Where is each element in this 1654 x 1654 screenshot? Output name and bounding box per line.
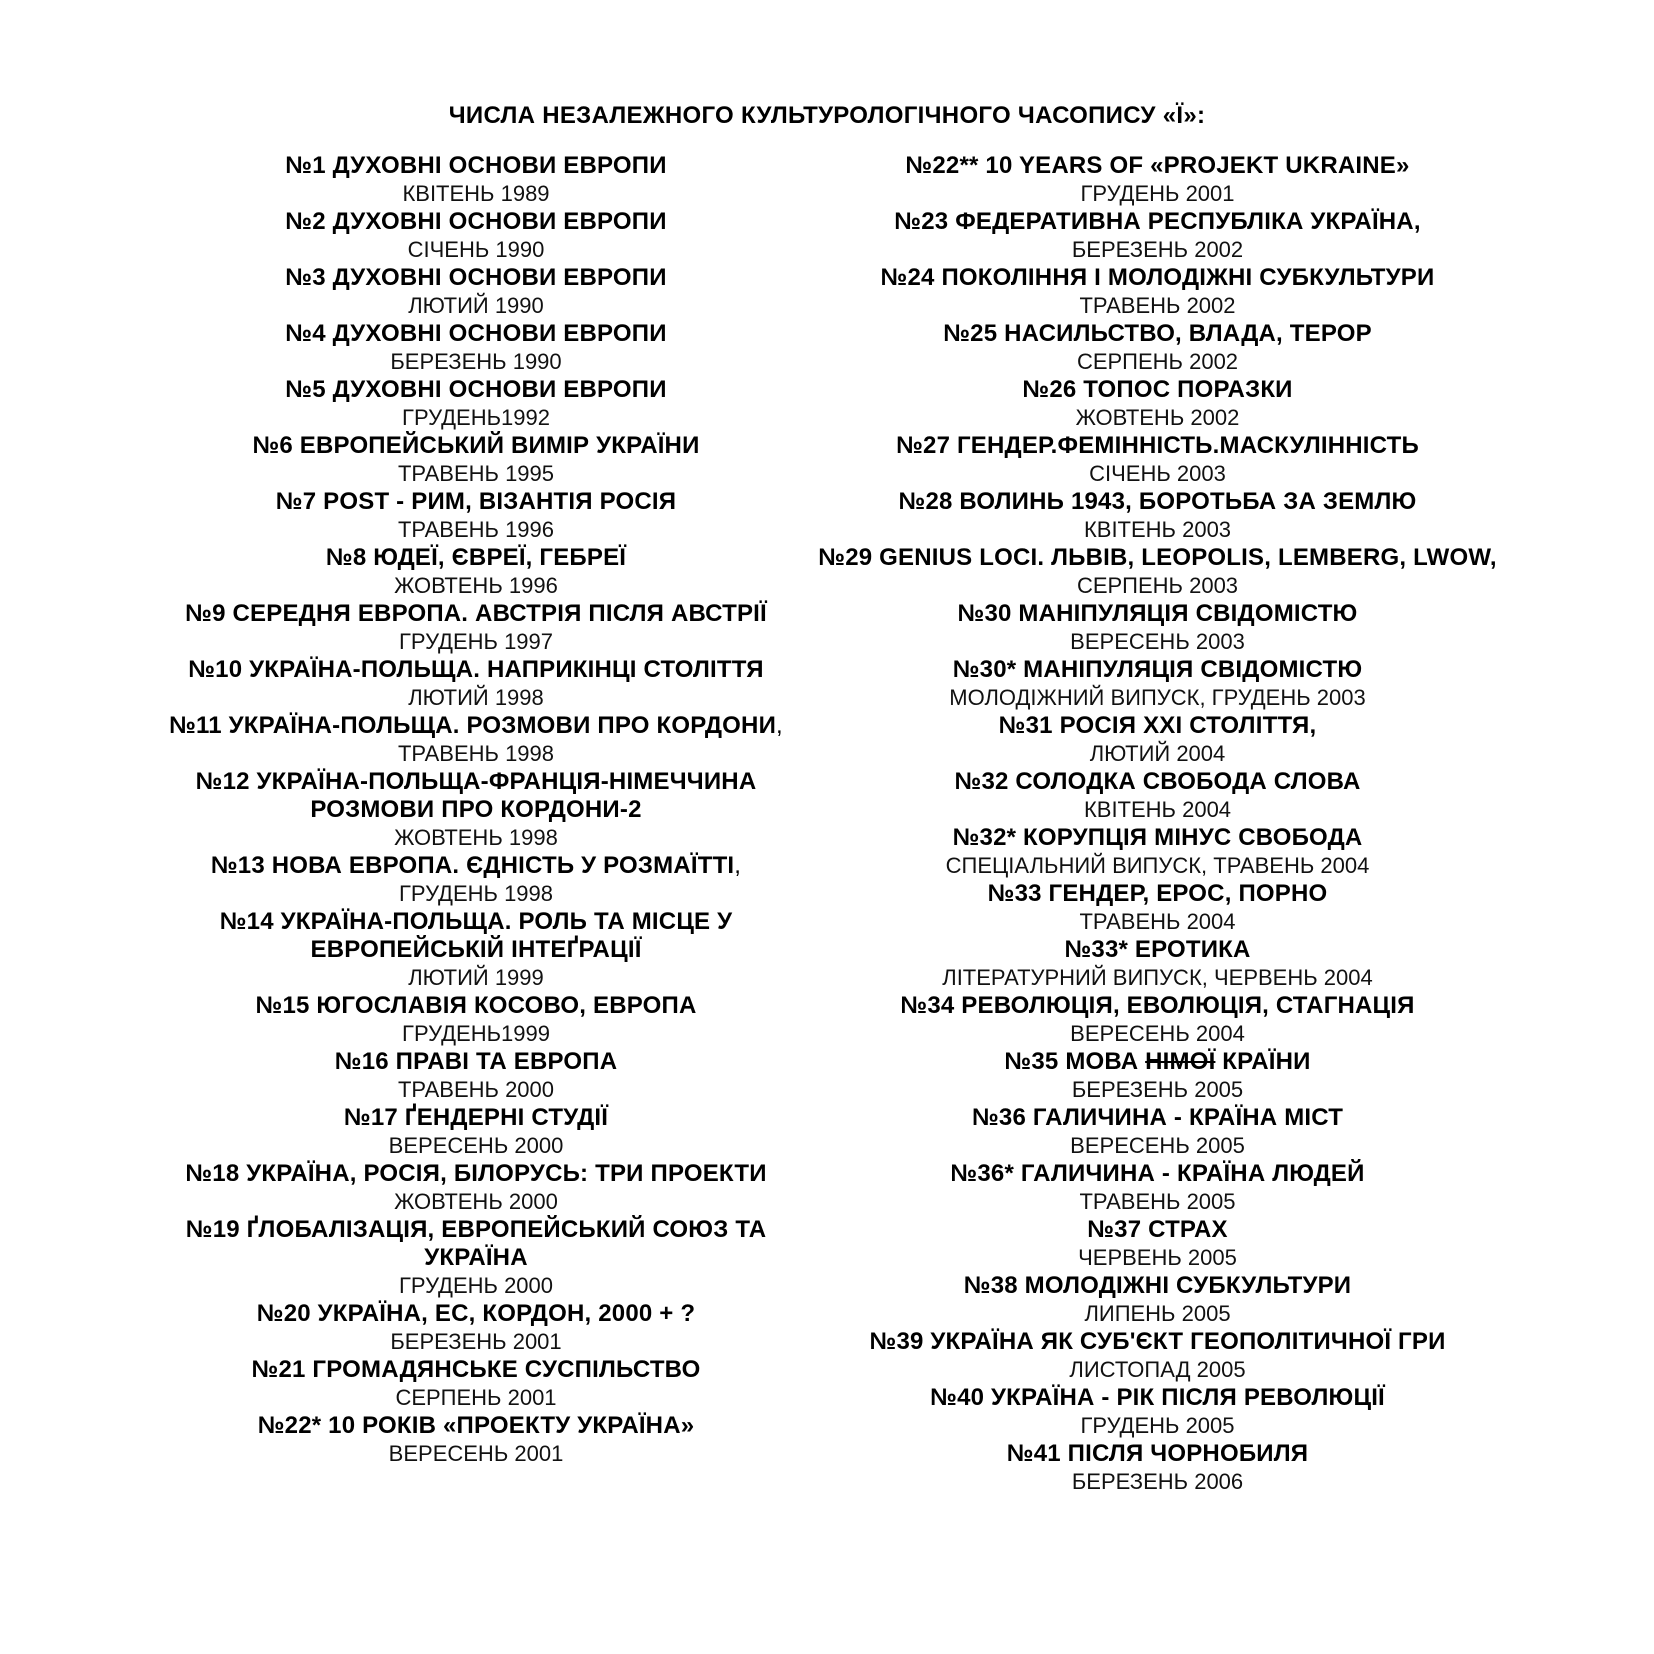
issue-date: ТРАВЕНЬ 2002 bbox=[1079, 293, 1236, 318]
issue-date: ТРАВЕНЬ 2004 bbox=[1079, 909, 1236, 934]
issue-title: №29 GENIUS LOCI. ЛЬВІВ, LEOPOLIS, LEMBERG, LWOW, bbox=[818, 544, 1497, 571]
issue-title: №33 ГЕНДЕР, ЕРОС, ПОРНО bbox=[987, 880, 1328, 907]
issue-title: №35 МОВА НІМОЇ КРАЇНИ bbox=[1004, 1048, 1311, 1075]
issue-entry bbox=[150, 852, 802, 908]
issue-title: №4 ДУХОВНІ ОСНОВИ ЕВРОПИ bbox=[285, 320, 667, 347]
issue-date: ТРАВЕНЬ 1995 bbox=[397, 461, 555, 486]
issue-title: №31 РОСІЯ XXI СТОЛІТТЯ, bbox=[998, 712, 1317, 739]
issue-title-trail: , bbox=[734, 852, 742, 879]
issue-date: ЛЮТИЙ 1999 bbox=[408, 965, 544, 990]
issue-date: БЕРЕЗЕНЬ 2001 bbox=[390, 1329, 562, 1354]
issue-entry bbox=[150, 1216, 802, 1300]
issue-entry bbox=[150, 712, 802, 768]
issue-title: №2 ДУХОВНІ ОСНОВИ ЕВРОПИ bbox=[285, 208, 667, 235]
issue-date: БЕРЕЗЕНЬ 2006 bbox=[1071, 1469, 1244, 1494]
issues-list-right bbox=[810, 152, 1505, 1496]
issue-entry bbox=[810, 1384, 1505, 1440]
issue-date: КВІТЕНЬ 2003 bbox=[1083, 517, 1232, 542]
issue-date: СЕРПЕНЬ 2002 bbox=[1076, 349, 1239, 374]
issue-entry bbox=[150, 208, 802, 264]
issue-entry bbox=[810, 1104, 1505, 1160]
issue-entry bbox=[810, 1160, 1505, 1216]
issue-title: №25 НАСИЛЬСТВО, ВЛАДА, ТЕРОР bbox=[943, 320, 1372, 347]
issue-entry bbox=[150, 1356, 802, 1412]
issue-entry bbox=[810, 824, 1505, 880]
issue-title: №22** 10 YEARS OF «PROJEKT UKRAINE» bbox=[905, 152, 1410, 179]
issue-title: №11 УКРАЇНА-ПОЛЬЩА. РОЗМОВИ ПРО КОРДОНИ, bbox=[169, 712, 783, 739]
issue-entry bbox=[150, 908, 802, 992]
issue-entry bbox=[810, 1216, 1505, 1272]
issue-title: №16 ПРАВІ ТА ЕВРОПА bbox=[334, 1048, 618, 1075]
issue-title: №9 СЕРЕДНЯ ЕВРОПА. АВСТРІЯ ПІСЛЯ АВСТРІЇ bbox=[185, 600, 767, 627]
issue-entry bbox=[150, 1412, 802, 1468]
issue-date: ТРАВЕНЬ 1996 bbox=[397, 517, 555, 542]
issue-date: ЛЮТИЙ 1998 bbox=[408, 685, 544, 710]
issue-date: ТРАВЕНЬ 1998 bbox=[397, 741, 555, 766]
issue-title: №24 ПОКОЛІННЯ І МОЛОДІЖНІ СУБКУЛЬТУРИ bbox=[880, 264, 1435, 291]
issue-entry bbox=[810, 264, 1505, 320]
issue-entry bbox=[150, 768, 802, 852]
issue-date: ГРУДЕНЬ 2000 bbox=[398, 1273, 554, 1298]
issue-date: ГРУДЕНЬ1992 bbox=[402, 405, 550, 430]
issue-title: №3 ДУХОВНІ ОСНОВИ ЕВРОПИ bbox=[285, 264, 667, 291]
issue-entry bbox=[810, 208, 1505, 264]
issue-date: ГРУДЕНЬ 2005 bbox=[1080, 1413, 1235, 1438]
issue-title: №6 ЕВРОПЕЙСЬКИЙ ВИМІР УКРАЇНИ bbox=[252, 432, 700, 459]
issue-entry bbox=[150, 992, 802, 1048]
issue-date: ЛЮТИЙ 1990 bbox=[408, 293, 544, 318]
struck-word: НІМОЇ bbox=[1145, 1048, 1216, 1075]
issue-entry bbox=[810, 1272, 1505, 1328]
issue-entry bbox=[150, 488, 802, 544]
issue-title: №32* КОРУПЦІЯ МІНУС СВОБОДА bbox=[952, 824, 1363, 851]
issue-date: ТРАВЕНЬ 2000 bbox=[397, 1077, 555, 1102]
issue-date: БЕРЕЗЕНЬ 2002 bbox=[1071, 237, 1244, 262]
issue-entry bbox=[150, 656, 802, 712]
issue-title: №21 ГРОМАДЯНСЬКЕ СУСПІЛЬСТВО bbox=[251, 1356, 701, 1383]
issue-title: №36* ГАЛИЧИНА - КРАЇНА ЛЮДЕЙ bbox=[950, 1160, 1365, 1187]
issue-title: №30* МАНІПУЛЯЦІЯ СВІДОМІСТЮ bbox=[952, 656, 1363, 683]
issue-date: ЖОВТЕНЬ 1998 bbox=[394, 825, 558, 850]
issue-title: №38 МОЛОДІЖНІ СУБКУЛЬТУРИ bbox=[963, 1272, 1352, 1299]
issue-entry bbox=[810, 656, 1505, 712]
issue-date: ГРУДЕНЬ1999 bbox=[402, 1021, 550, 1046]
issue-date: СЕРПЕНЬ 2003 bbox=[1076, 573, 1239, 598]
issue-date: ВЕРЕСЕНЬ 2001 bbox=[388, 1441, 564, 1466]
issue-entry bbox=[150, 1048, 802, 1104]
issue-date: ТРАВЕНЬ 2005 bbox=[1079, 1189, 1236, 1214]
issue-entry bbox=[810, 992, 1505, 1048]
issue-date: ГРУДЕНЬ 1998 bbox=[398, 881, 554, 906]
issue-date: ЖОВТЕНЬ 2000 bbox=[394, 1189, 558, 1214]
issue-date: БЕРЕЗЕНЬ 2005 bbox=[1071, 1077, 1244, 1102]
issue-entry bbox=[810, 432, 1505, 488]
issue-entry bbox=[810, 768, 1505, 824]
issue-title: №7 POST - РИМ, ВІЗАНТІЯ РОСІЯ bbox=[275, 488, 677, 515]
issue-title: №32 СОЛОДКА СВОБОДА СЛОВА bbox=[954, 768, 1361, 795]
issue-entry bbox=[150, 1160, 802, 1216]
issue-entry bbox=[150, 376, 802, 432]
issue-title: №39 УКРАЇНА ЯК СУБ'ЄКТ ГЕОПОЛІТИЧНОЇ ГРИ bbox=[869, 1328, 1446, 1355]
issue-date: ГРУДЕНЬ 1997 bbox=[398, 629, 554, 654]
issue-date: ВЕРЕСЕНЬ 2000 bbox=[388, 1133, 564, 1158]
issue-title: №37 СТРАХ bbox=[1087, 1216, 1228, 1243]
issue-title: №8 ЮДЕЇ, ЄВРЕЇ, ГЕБРЕЇ bbox=[325, 544, 627, 571]
issue-title: №20 УКРАЇНА, ЕС, КОРДОН, 2000 + ? bbox=[256, 1300, 696, 1327]
issue-title: №14 УКРАЇНА-ПОЛЬЩА. РОЛЬ ТА МІСЦЕ У ЕВРОПЕЙСЬКІЙ ІНТЕҐРАЦІЇ bbox=[219, 908, 733, 963]
issue-title: №15 ЮГОСЛАВІЯ КОСОВО, ЕВРОПА bbox=[255, 992, 697, 1019]
issue-entry bbox=[150, 432, 802, 488]
issue-title: №22* 10 РОКІВ «ПРОЕКТУ УКРАЇНА» bbox=[257, 1412, 695, 1439]
issue-title: №23 ФЕДЕРАТИВНА РЕСПУБЛІКА УКРАЇНА, bbox=[894, 208, 1421, 235]
issue-title: №36 ГАЛИЧИНА - КРАЇНА МІСТ bbox=[971, 1104, 1344, 1131]
issue-title: №30 МАНІПУЛЯЦІЯ СВІДОМІСТЮ bbox=[957, 600, 1358, 627]
issue-entry bbox=[150, 1104, 802, 1160]
issue-date: ВЕРЕСЕНЬ 2003 bbox=[1070, 629, 1245, 654]
issue-entry bbox=[810, 936, 1505, 992]
issue-entry bbox=[810, 1440, 1505, 1496]
issue-date: СЕРПЕНЬ 2001 bbox=[395, 1385, 557, 1410]
issue-date: ВЕРЕСЕНЬ 2005 bbox=[1070, 1133, 1245, 1158]
issue-entry bbox=[150, 544, 802, 600]
issue-date: СІЧЕНЬ 1990 bbox=[407, 237, 545, 262]
issue-date: СІЧЕНЬ 2003 bbox=[1089, 461, 1226, 486]
issue-entry bbox=[810, 320, 1505, 376]
issue-title: №18 УКРАЇНА, РОСІЯ, БІЛОРУСЬ: ТРИ ПРОЕКТИ bbox=[185, 1160, 767, 1187]
issue-title: №34 РЕВОЛЮЦІЯ, ЕВОЛЮЦІЯ, СТАГНАЦІЯ bbox=[900, 992, 1415, 1019]
issue-date: БЕРЕЗЕНЬ 1990 bbox=[390, 349, 562, 374]
issue-title: №12 УКРАЇНА-ПОЛЬЩА-ФРАНЦІЯ-НІМЕЧЧИНА РОЗМОВИ ПРО КОРДОНИ-2 bbox=[195, 768, 757, 823]
issue-date: ЖОВТЕНЬ 2002 bbox=[1075, 405, 1240, 430]
issue-date: ЛИПЕНЬ 2005 bbox=[1084, 1301, 1231, 1326]
issue-entry bbox=[810, 1328, 1505, 1384]
issue-date: КВІТЕНЬ 1989 bbox=[402, 181, 550, 206]
issue-date: ЧЕРВЕНЬ 2005 bbox=[1078, 1245, 1237, 1270]
issue-date: ЛІТЕРАТУРНИЙ ВИПУСК, ЧЕРВЕНЬ 2004 bbox=[942, 965, 1373, 990]
issue-entry bbox=[810, 880, 1505, 936]
issue-entry bbox=[150, 152, 802, 208]
issues-list-left bbox=[150, 152, 802, 1468]
issue-date: ГРУДЕНЬ 2001 bbox=[1080, 181, 1235, 206]
issue-title: №10 УКРАЇНА-ПОЛЬЩА. НАПРИКІНЦІ СТОЛІТТЯ bbox=[188, 656, 764, 683]
issue-entry bbox=[810, 152, 1505, 208]
issue-title: №27 ГЕНДЕР.ФЕМІННІСТЬ.МАСКУЛІННІСТЬ bbox=[896, 432, 1419, 459]
issue-title: №1 ДУХОВНІ ОСНОВИ ЕВРОПИ bbox=[285, 152, 667, 179]
issue-date: СПЕЦІАЛЬНИЙ ВИПУСК, ТРАВЕНЬ 2004 bbox=[945, 853, 1370, 878]
issue-entry bbox=[810, 488, 1505, 544]
issue-title: №26 ТОПОС ПОРАЗКИ bbox=[1022, 376, 1293, 403]
issue-title: №17 ҐЕНДЕРНІ СТУДІЇ bbox=[343, 1104, 609, 1131]
issue-title: №5 ДУХОВНІ ОСНОВИ ЕВРОПИ bbox=[285, 376, 667, 403]
issue-entry bbox=[150, 320, 802, 376]
issue-entry bbox=[150, 264, 802, 320]
issue-entry bbox=[810, 544, 1505, 600]
issue-entry bbox=[150, 1300, 802, 1356]
issue-date: ЛЮТИЙ 2004 bbox=[1089, 741, 1226, 766]
page-title: ЧИСЛА НЕЗАЛЕЖНОГО КУЛЬТУРОЛОГІЧНОГО ЧАСОПИСУ «Ї»: bbox=[448, 102, 1206, 129]
issue-title-trail: , bbox=[776, 712, 783, 739]
issue-title: №40 УКРАЇНА - РІК ПІСЛЯ РЕВОЛЮЦІЇ bbox=[930, 1384, 1385, 1411]
issue-title: №41 ПІСЛЯ ЧОРНОБИЛЯ bbox=[1006, 1440, 1309, 1467]
issue-title: №28 ВОЛИНЬ 1943, БОРОТЬБА ЗА ЗЕМЛЮ bbox=[898, 488, 1417, 515]
issue-date: ВЕРЕСЕНЬ 2004 bbox=[1070, 1021, 1245, 1046]
issue-title: №33* ЕРОТИКА bbox=[1064, 936, 1251, 963]
issue-date: КВІТЕНЬ 2004 bbox=[1083, 797, 1232, 822]
issue-date: ЖОВТЕНЬ 1996 bbox=[394, 573, 558, 598]
issue-title: №19 ҐЛОБАЛІЗАЦІЯ, ЕВРОПЕЙСЬКИЙ СОЮЗ ТА УКРАЇНА bbox=[185, 1216, 767, 1271]
issue-entry bbox=[810, 376, 1505, 432]
issue-entry bbox=[810, 712, 1505, 768]
issue-title: №13 НОВА ЕВРОПА. ЄДНІСТЬ У РОЗМАЇТТІ, bbox=[210, 852, 742, 879]
issue-entry bbox=[810, 600, 1505, 656]
issue-date: МОЛОДІЖНИЙ ВИПУСК, ГРУДЕНЬ 2003 bbox=[949, 685, 1366, 710]
issue-entry bbox=[150, 600, 802, 656]
issue-entry bbox=[810, 1048, 1505, 1104]
issue-date: ЛИСТОПАД 2005 bbox=[1069, 1357, 1246, 1382]
